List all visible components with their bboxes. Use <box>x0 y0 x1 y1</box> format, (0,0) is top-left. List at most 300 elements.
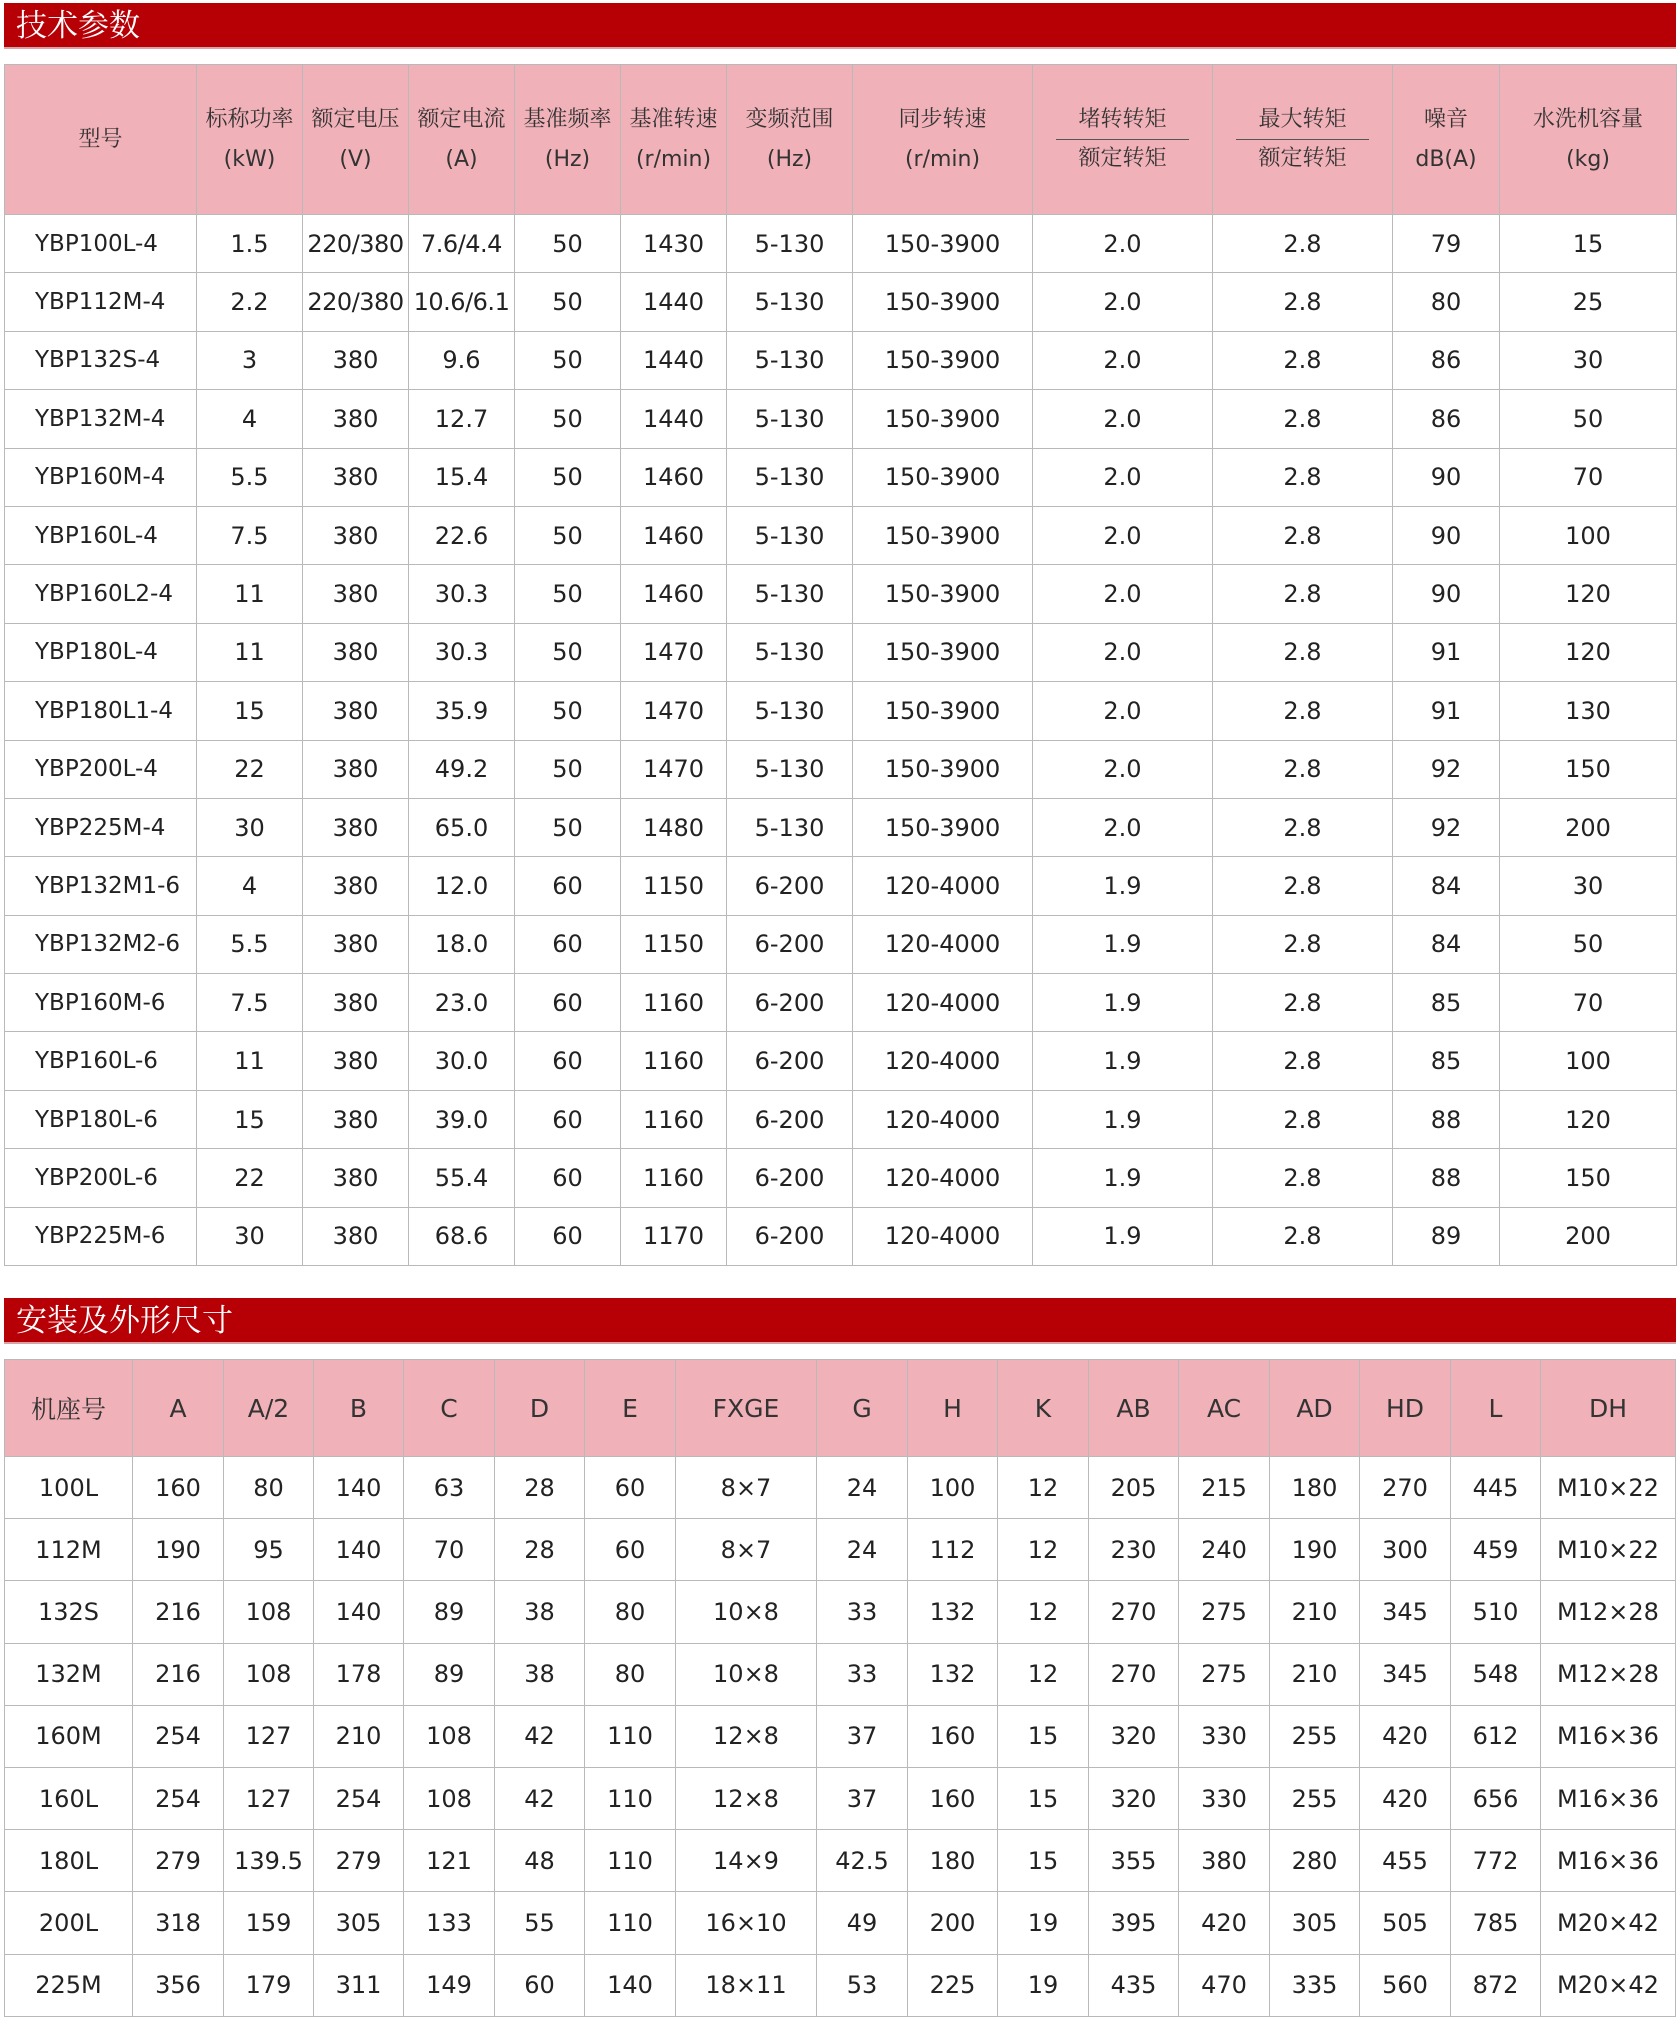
table-cell: 88 <box>1393 1090 1500 1148</box>
table-cell: 5-130 <box>727 331 853 389</box>
table-cell: 560 <box>1360 1954 1451 2016</box>
table-cell: 872 <box>1451 1954 1541 2016</box>
table-cell: 37 <box>817 1767 908 1829</box>
tech-header-line1: 最大转矩 <box>1258 107 1347 132</box>
table-cell: 330 <box>1179 1705 1270 1767</box>
table-cell: 35.9 <box>409 682 515 740</box>
table-cell: 345 <box>1360 1643 1451 1705</box>
table-cell: 7.6/4.4 <box>409 215 515 273</box>
table-cell: 380 <box>303 1207 409 1265</box>
tech-header-line2: (Hz) <box>544 146 591 172</box>
table-cell: 89 <box>404 1643 495 1705</box>
table-cell: 345 <box>1360 1581 1451 1643</box>
table-cell: 50 <box>515 215 621 273</box>
dim-header-6: E <box>585 1360 676 1457</box>
tech-header-line1: 同步转速 <box>898 106 987 132</box>
table-cell: 330 <box>1179 1767 1270 1829</box>
table-cell: 63 <box>404 1457 495 1519</box>
table-cell: 380 <box>303 623 409 681</box>
table-cell: 255 <box>1270 1705 1360 1767</box>
tech-header-line1: 基准转速 <box>629 106 718 132</box>
table-cell: M20×42 <box>1541 1954 1676 2016</box>
table-row <box>5 1032 1677 1090</box>
table-cell: 70 <box>404 1519 495 1581</box>
table-cell: 216 <box>133 1643 224 1705</box>
table-cell: 91 <box>1393 682 1500 740</box>
table-cell: 420 <box>1179 1892 1270 1954</box>
table-cell: 254 <box>314 1767 404 1829</box>
table-cell: 2.0 <box>1033 273 1213 331</box>
table-cell: 5-130 <box>727 273 853 331</box>
table-cell: 225 <box>908 1954 998 2016</box>
frame-size-cell: 180L <box>5 1830 133 1892</box>
table-cell: 50 <box>515 623 621 681</box>
tech-header-line2: 额定转矩 <box>1078 146 1167 171</box>
table-row <box>5 331 1677 389</box>
table-cell: 55.4 <box>409 1149 515 1207</box>
table-cell: 6-200 <box>727 1090 853 1148</box>
table-cell: 150-3900 <box>853 798 1033 856</box>
tech-header-line2: 额定转矩 <box>1258 146 1347 171</box>
table-cell: 1150 <box>621 857 727 915</box>
table-cell: 60 <box>515 915 621 973</box>
table-cell: 39.0 <box>409 1090 515 1148</box>
table-cell: 50 <box>515 273 621 331</box>
tech-header-5 <box>621 65 727 215</box>
table-cell: 318 <box>133 1892 224 1954</box>
table-cell: 86 <box>1393 390 1500 448</box>
tech-header-line2: (kg) <box>1566 146 1610 172</box>
table-cell: 90 <box>1393 506 1500 564</box>
table-cell: 210 <box>1270 1581 1360 1643</box>
table-row <box>5 740 1677 798</box>
tech-header-line1: 堵转转矩 <box>1078 107 1167 132</box>
tech-header-6 <box>727 65 853 215</box>
table-cell: 2.8 <box>1213 915 1393 973</box>
table-cell: 380 <box>303 565 409 623</box>
table-cell: 1.9 <box>1033 1090 1213 1148</box>
table-cell: 2.0 <box>1033 682 1213 740</box>
table-cell: 2.8 <box>1213 565 1393 623</box>
table-cell: 24 <box>817 1519 908 1581</box>
table-cell: 65.0 <box>409 798 515 856</box>
table-cell: 12 <box>998 1457 1089 1519</box>
table-cell: 7.5 <box>197 506 303 564</box>
table-row <box>5 682 1677 740</box>
table-cell: 50 <box>515 565 621 623</box>
table-cell: 11 <box>197 1032 303 1090</box>
table-cell: 1160 <box>621 974 727 1032</box>
table-cell: 6-200 <box>727 974 853 1032</box>
table-cell: 132 <box>908 1581 998 1643</box>
table-cell: M12×28 <box>1541 1643 1676 1705</box>
table-cell: 320 <box>1089 1705 1179 1767</box>
table-row <box>5 448 1677 506</box>
table-cell: 12 <box>998 1519 1089 1581</box>
table-cell: 15 <box>998 1767 1089 1829</box>
tech-header-8 <box>1033 65 1213 215</box>
table-cell: 220/380 <box>303 273 409 331</box>
table-cell: 1.9 <box>1033 974 1213 1032</box>
table-cell: 216 <box>133 1581 224 1643</box>
table-cell: 127 <box>224 1705 314 1767</box>
tech-header-line2: (Hz) <box>766 146 813 172</box>
dim-header-10: K <box>998 1360 1089 1457</box>
table-cell: 88 <box>1393 1149 1500 1207</box>
table-row <box>5 565 1677 623</box>
table-cell: 210 <box>1270 1643 1360 1705</box>
table-cell: 5-130 <box>727 565 853 623</box>
table-cell: 150-3900 <box>853 740 1033 798</box>
table-cell: 110 <box>585 1767 676 1829</box>
table-cell: 37 <box>817 1705 908 1767</box>
dim-header-11: AB <box>1089 1360 1179 1457</box>
table-cell: 1440 <box>621 331 727 389</box>
table-cell: 420 <box>1360 1705 1451 1767</box>
table-cell: 1440 <box>621 390 727 448</box>
table-cell: 510 <box>1451 1581 1541 1643</box>
table-cell: 380 <box>303 506 409 564</box>
table-cell: 80 <box>585 1643 676 1705</box>
table-cell: 1.9 <box>1033 915 1213 973</box>
tech-header-line2: (r/min) <box>904 146 981 172</box>
table-cell: 445 <box>1451 1457 1541 1519</box>
table-cell: 120-4000 <box>853 974 1033 1032</box>
tech-header-line2: (r/min) <box>635 146 712 172</box>
table-cell: 179 <box>224 1954 314 2016</box>
table-cell: 149 <box>404 1954 495 2016</box>
table-cell: 95 <box>224 1519 314 1581</box>
tech-header-2 <box>303 65 409 215</box>
table-row <box>5 1519 1676 1581</box>
table-cell: 4 <box>197 390 303 448</box>
tech-header-line1: 水洗机容量 <box>1532 106 1643 132</box>
table-cell: 140 <box>585 1954 676 2016</box>
table-cell: 279 <box>133 1830 224 1892</box>
table-row <box>5 215 1677 273</box>
table-cell: 1460 <box>621 565 727 623</box>
table-cell: 1.5 <box>197 215 303 273</box>
dim-header-3: B <box>314 1360 404 1457</box>
table-cell: 60 <box>585 1519 676 1581</box>
table-cell: 160 <box>908 1705 998 1767</box>
table-cell: 2.8 <box>1213 390 1393 448</box>
table-cell: 159 <box>224 1892 314 1954</box>
table-cell: M10×22 <box>1541 1457 1676 1519</box>
table-row <box>5 1767 1676 1829</box>
table-cell: 15 <box>1500 215 1677 273</box>
table-cell: 200 <box>1500 798 1677 856</box>
table-cell: 2.8 <box>1213 273 1393 331</box>
table-cell: M16×36 <box>1541 1705 1676 1767</box>
table-cell: 2.8 <box>1213 623 1393 681</box>
table-cell: 60 <box>515 974 621 1032</box>
table-cell: 356 <box>133 1954 224 2016</box>
table-cell: 30 <box>197 798 303 856</box>
table-cell: 12 <box>998 1581 1089 1643</box>
tech-header-line1: 额定电压 <box>311 106 400 132</box>
tech-header-line2: (V) <box>339 146 372 172</box>
table-cell: 220/380 <box>303 215 409 273</box>
tech-header-11 <box>1500 65 1677 215</box>
table-cell: 30 <box>197 1207 303 1265</box>
dim-table-header-row <box>5 1360 1676 1457</box>
table-cell: 130 <box>1500 682 1677 740</box>
table-cell: 2.8 <box>1213 857 1393 915</box>
table-cell: 200 <box>908 1892 998 1954</box>
table-cell: 15 <box>998 1830 1089 1892</box>
table-cell: 150 <box>1500 1149 1677 1207</box>
table-cell: 60 <box>585 1457 676 1519</box>
tech-header-line1: 标称功率 <box>205 106 294 132</box>
table-cell: 1160 <box>621 1032 727 1090</box>
table-cell: 2.0 <box>1033 798 1213 856</box>
table-cell: 48 <box>495 1830 585 1892</box>
table-cell: M16×36 <box>1541 1830 1676 1892</box>
table-cell: 38 <box>495 1581 585 1643</box>
table-cell: 772 <box>1451 1830 1541 1892</box>
table-cell: 2.8 <box>1213 682 1393 740</box>
tech-params-table <box>4 64 1677 1266</box>
table-cell: 230 <box>1089 1519 1179 1581</box>
table-cell: 100 <box>1500 1032 1677 1090</box>
table-cell: 15 <box>998 1705 1089 1767</box>
table-cell: 5.5 <box>197 448 303 506</box>
table-cell: 2.8 <box>1213 1207 1393 1265</box>
table-cell: 30 <box>1500 331 1677 389</box>
model-cell: YBP160L2-4 <box>5 565 197 623</box>
table-cell: 50 <box>515 331 621 389</box>
table-cell: 70 <box>1500 448 1677 506</box>
table-cell: 12.7 <box>409 390 515 448</box>
table-cell: 110 <box>585 1892 676 1954</box>
dim-header-4: C <box>404 1360 495 1457</box>
table-cell: 395 <box>1089 1892 1179 1954</box>
table-cell: 548 <box>1451 1643 1541 1705</box>
tech-header-10 <box>1393 65 1500 215</box>
table-cell: 120-4000 <box>853 1149 1033 1207</box>
table-cell: 6-200 <box>727 1207 853 1265</box>
table-cell: 28 <box>495 1519 585 1581</box>
table-cell: 60 <box>515 1090 621 1148</box>
model-cell: YBP200L-4 <box>5 740 197 798</box>
table-cell: 150-3900 <box>853 623 1033 681</box>
table-cell: 355 <box>1089 1830 1179 1892</box>
table-cell: 505 <box>1360 1892 1451 1954</box>
table-cell: 2.0 <box>1033 506 1213 564</box>
model-cell: YBP132S-4 <box>5 331 197 389</box>
table-cell: 50 <box>1500 915 1677 973</box>
table-cell: 5-130 <box>727 798 853 856</box>
table-cell: 6-200 <box>727 1032 853 1090</box>
dim-header-16: DH <box>1541 1360 1676 1457</box>
table-cell: 16×10 <box>676 1892 817 1954</box>
model-cell: YBP225M-6 <box>5 1207 197 1265</box>
table-cell: 1470 <box>621 682 727 740</box>
table-cell: 68.6 <box>409 1207 515 1265</box>
table-cell: 80 <box>1393 273 1500 331</box>
dim-header-15: L <box>1451 1360 1541 1457</box>
table-cell: 50 <box>515 506 621 564</box>
table-cell: 305 <box>314 1892 404 1954</box>
table-cell: 5-130 <box>727 682 853 740</box>
table-cell: 127 <box>224 1767 314 1829</box>
frame-size-cell: 225M <box>5 1954 133 2016</box>
frame-size-cell: 200L <box>5 1892 133 1954</box>
table-row <box>5 857 1677 915</box>
table-cell: 14×9 <box>676 1830 817 1892</box>
table-cell: 5-130 <box>727 215 853 273</box>
table-cell: 4 <box>197 857 303 915</box>
table-cell: 12.0 <box>409 857 515 915</box>
table-cell: 311 <box>314 1954 404 2016</box>
table-row <box>5 1892 1676 1954</box>
tech-header-7 <box>853 65 1033 215</box>
table-cell: 19 <box>998 1954 1089 2016</box>
table-cell: 120-4000 <box>853 915 1033 973</box>
table-cell: 380 <box>303 857 409 915</box>
table-cell: 110 <box>585 1705 676 1767</box>
table-cell: 140 <box>314 1519 404 1581</box>
table-cell: 5-130 <box>727 506 853 564</box>
table-cell: 3 <box>197 331 303 389</box>
table-cell: 1150 <box>621 915 727 973</box>
table-cell: 178 <box>314 1643 404 1705</box>
table-cell: 1170 <box>621 1207 727 1265</box>
table-cell: 150-3900 <box>853 682 1033 740</box>
table-row <box>5 1581 1676 1643</box>
table-cell: 2.8 <box>1213 506 1393 564</box>
table-cell: 380 <box>303 682 409 740</box>
table-cell: 12×8 <box>676 1705 817 1767</box>
table-cell: 6-200 <box>727 1149 853 1207</box>
table-cell: 5-130 <box>727 448 853 506</box>
model-cell: YBP180L-6 <box>5 1090 197 1148</box>
table-cell: 79 <box>1393 215 1500 273</box>
table-cell: 6-200 <box>727 857 853 915</box>
tech-header-line1: 型号 <box>78 126 123 152</box>
table-cell: 7.5 <box>197 974 303 1032</box>
table-cell: 1430 <box>621 215 727 273</box>
table-cell: 120-4000 <box>853 1032 1033 1090</box>
table-cell: 380 <box>303 740 409 798</box>
table-cell: 10×8 <box>676 1581 817 1643</box>
table-cell: 23.0 <box>409 974 515 1032</box>
table-cell: 435 <box>1089 1954 1179 2016</box>
table-cell: 254 <box>133 1705 224 1767</box>
table-cell: 24 <box>817 1457 908 1519</box>
table-cell: 2.8 <box>1213 215 1393 273</box>
table-cell: 50 <box>515 740 621 798</box>
model-cell: YBP132M-4 <box>5 390 197 448</box>
model-cell: YBP180L1-4 <box>5 682 197 740</box>
table-cell: 86 <box>1393 331 1500 389</box>
table-cell: 5-130 <box>727 390 853 448</box>
table-row <box>5 1705 1676 1767</box>
table-cell: 2.0 <box>1033 565 1213 623</box>
table-cell: 18×11 <box>676 1954 817 2016</box>
model-cell: YBP200L-6 <box>5 1149 197 1207</box>
table-cell: 108 <box>224 1643 314 1705</box>
table-cell: 150-3900 <box>853 215 1033 273</box>
tech-header-line1: 变频范围 <box>745 106 834 132</box>
table-cell: 33 <box>817 1581 908 1643</box>
model-cell: YBP160M-4 <box>5 448 197 506</box>
tech-header-1 <box>197 65 303 215</box>
table-cell: 1160 <box>621 1149 727 1207</box>
table-cell: 11 <box>197 623 303 681</box>
table-cell: 22 <box>197 1149 303 1207</box>
table-cell: 455 <box>1360 1830 1451 1892</box>
table-cell: 1460 <box>621 448 727 506</box>
table-row <box>5 798 1677 856</box>
table-cell: 60 <box>515 1032 621 1090</box>
table-cell: 70 <box>1500 974 1677 1032</box>
table-cell: 2.8 <box>1213 740 1393 798</box>
model-cell: YBP225M-4 <box>5 798 197 856</box>
table-cell: 380 <box>303 915 409 973</box>
table-cell: 320 <box>1089 1767 1179 1829</box>
table-cell: 53 <box>817 1954 908 2016</box>
model-cell: YBP180L-4 <box>5 623 197 681</box>
section-title-install-dimensions: 安装及外形尺寸 <box>4 1298 1676 1344</box>
tech-header-9 <box>1213 65 1393 215</box>
table-cell: 190 <box>133 1519 224 1581</box>
table-cell: 28 <box>495 1457 585 1519</box>
dim-header-9: H <box>908 1360 998 1457</box>
table-cell: 2.0 <box>1033 448 1213 506</box>
table-cell: 12 <box>998 1643 1089 1705</box>
table-cell: 300 <box>1360 1519 1451 1581</box>
table-cell: 380 <box>303 974 409 1032</box>
model-cell: YBP132M1-6 <box>5 857 197 915</box>
table-cell: 785 <box>1451 1892 1541 1954</box>
table-cell: 133 <box>404 1892 495 1954</box>
frame-size-cell: 132S <box>5 1581 133 1643</box>
section-title-tech-params: 技术参数 <box>4 3 1676 49</box>
table-cell: 380 <box>303 798 409 856</box>
dim-header-2: A/2 <box>224 1360 314 1457</box>
model-cell: YBP112M-4 <box>5 273 197 331</box>
table-cell: 120-4000 <box>853 1090 1033 1148</box>
table-cell: 200 <box>1500 1207 1677 1265</box>
table-cell: 470 <box>1179 1954 1270 2016</box>
table-cell: 2.8 <box>1213 1090 1393 1148</box>
table-cell: 160 <box>133 1457 224 1519</box>
table-cell: 150 <box>1500 740 1677 798</box>
table-cell: 121 <box>404 1830 495 1892</box>
table-cell: 120 <box>1500 1090 1677 1148</box>
table-cell: 1160 <box>621 1090 727 1148</box>
table-cell: 9.6 <box>409 331 515 389</box>
table-cell: 108 <box>224 1581 314 1643</box>
table-cell: 1.9 <box>1033 857 1213 915</box>
table-cell: M16×36 <box>1541 1767 1676 1829</box>
tech-header-line2: (A) <box>445 146 478 172</box>
dim-header-14: HD <box>1360 1360 1451 1457</box>
table-cell: 90 <box>1393 565 1500 623</box>
table-cell: 1.9 <box>1033 1207 1213 1265</box>
frame-size-cell: 112M <box>5 1519 133 1581</box>
table-cell: 22 <box>197 740 303 798</box>
table-cell: 1470 <box>621 623 727 681</box>
table-cell: 1470 <box>621 740 727 798</box>
table-cell: 1440 <box>621 273 727 331</box>
table-cell: 38 <box>495 1643 585 1705</box>
table-cell: 8×7 <box>676 1519 817 1581</box>
tech-header-4 <box>515 65 621 215</box>
tech-header-line2: dB(A) <box>1415 146 1477 172</box>
